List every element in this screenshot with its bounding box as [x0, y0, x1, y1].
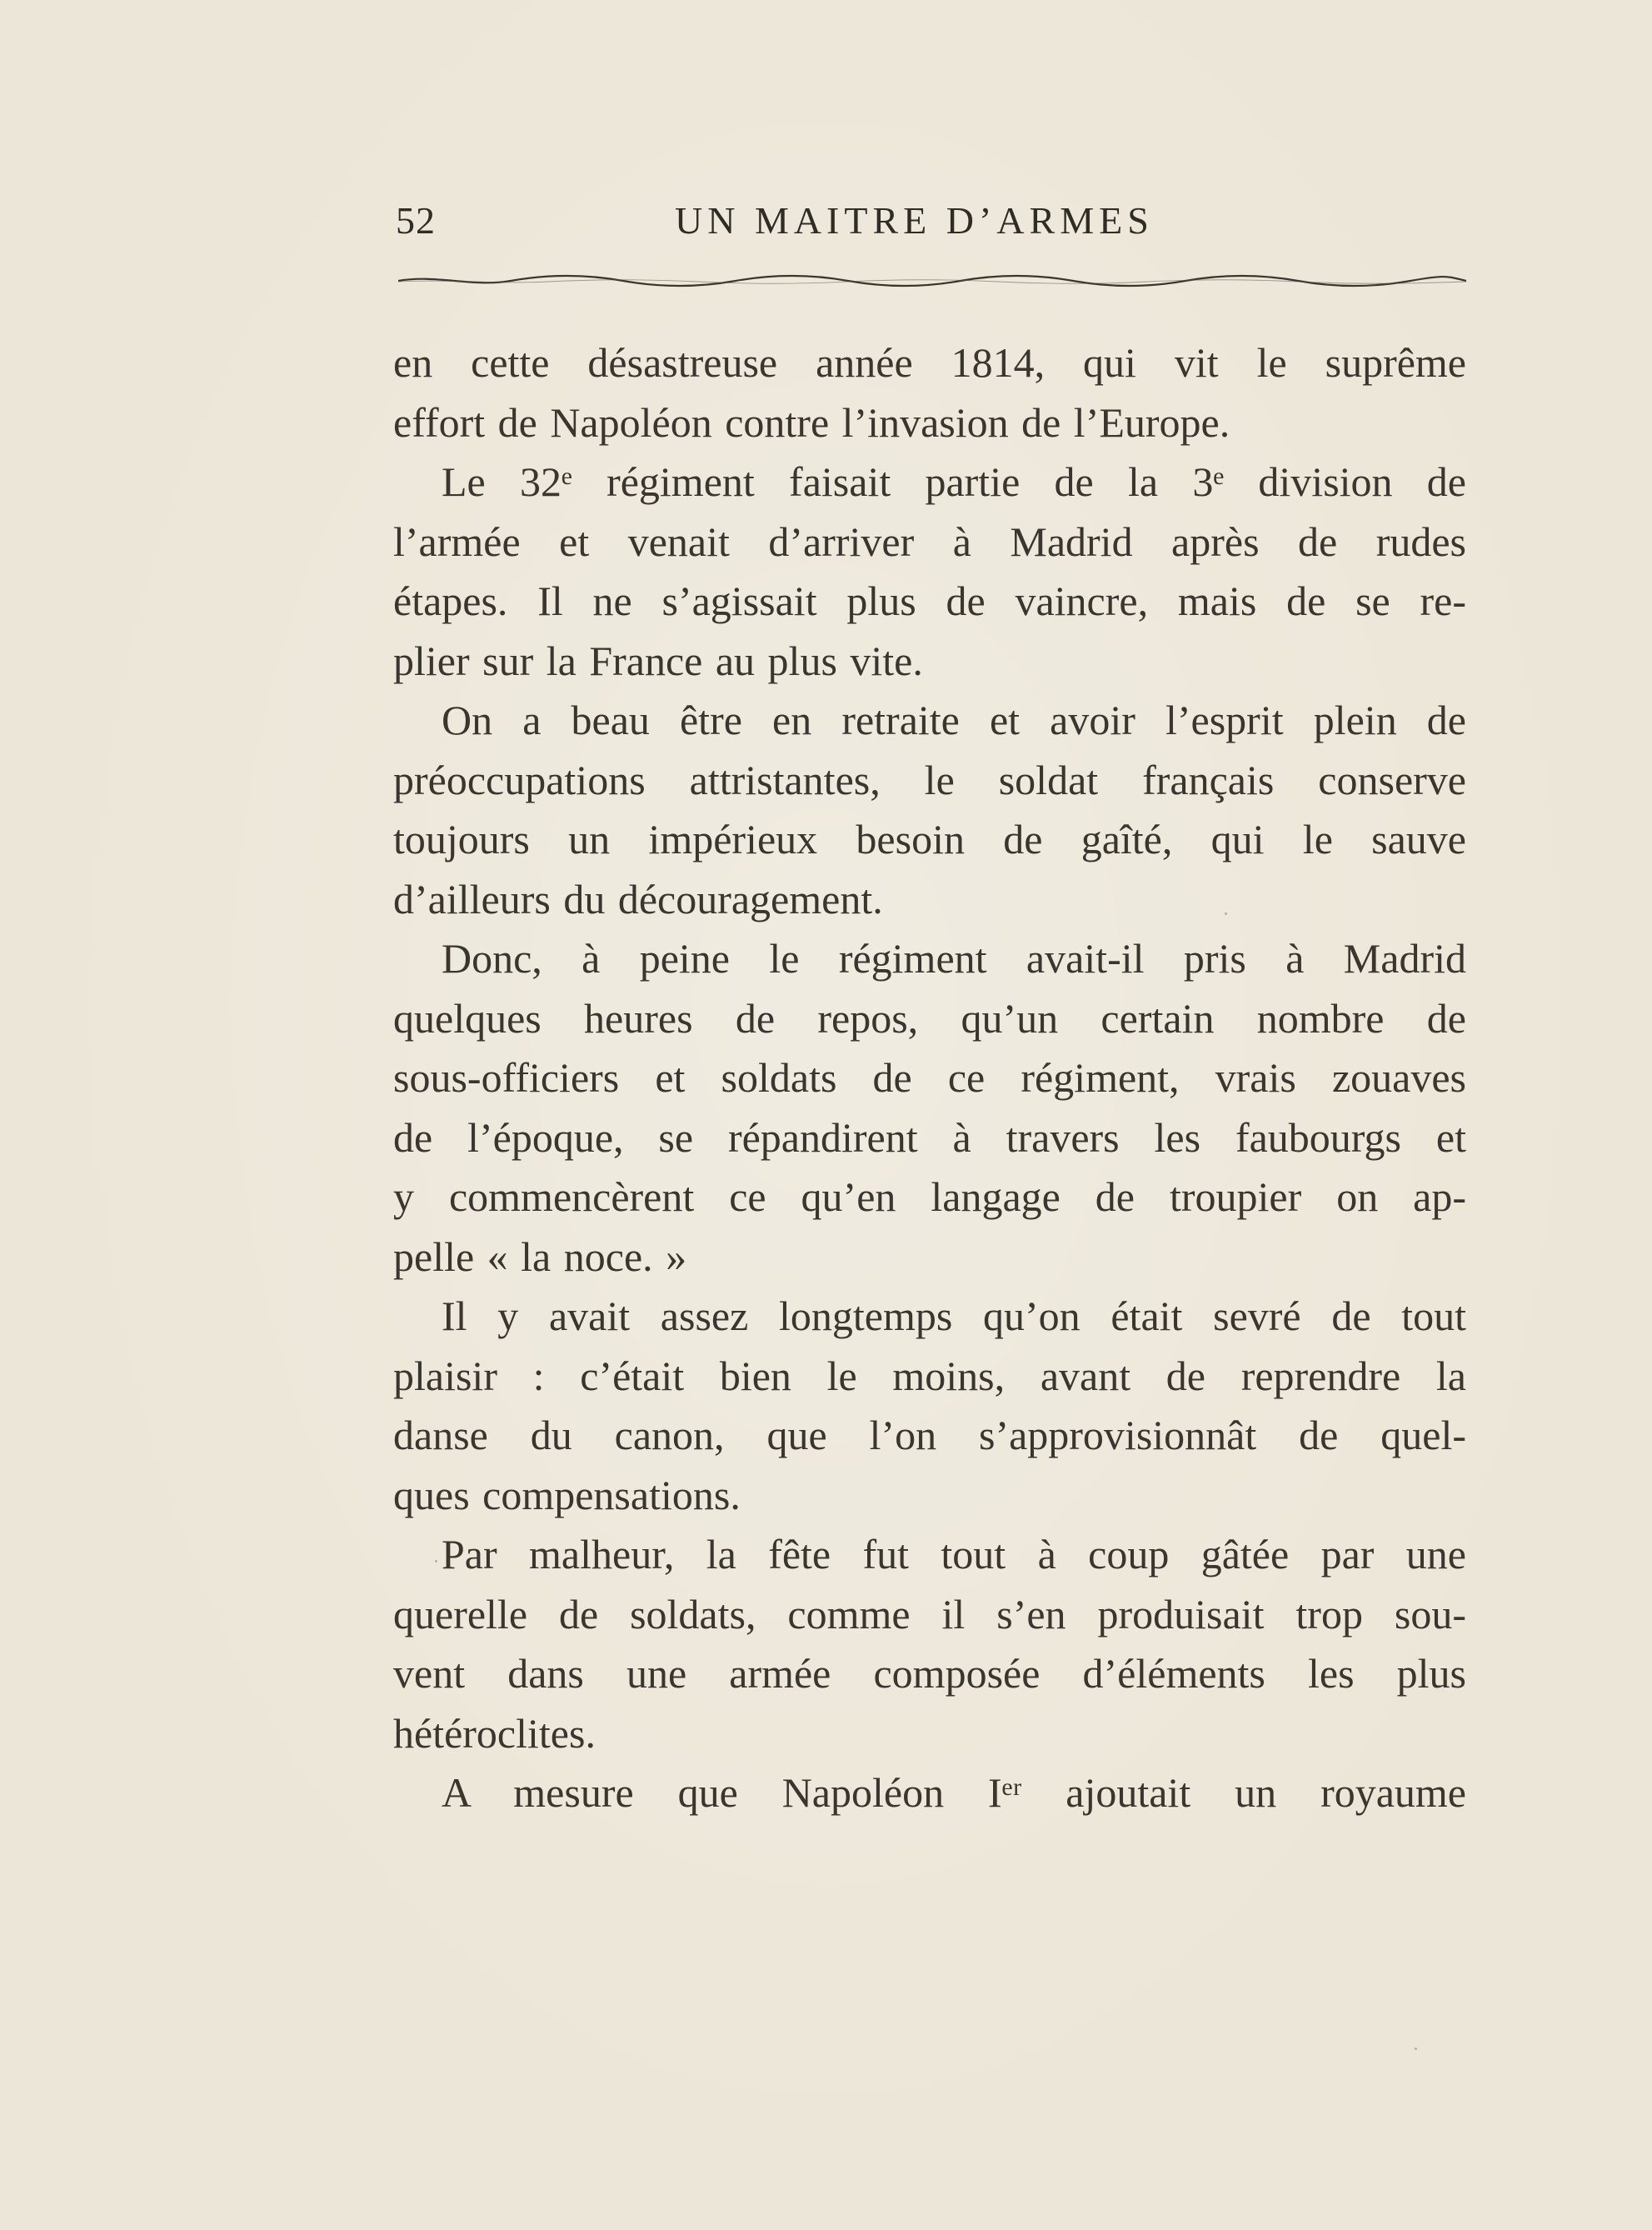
text-line: sous-officiers et soldats de ce régiment, vrais zouaves — [393, 1054, 1466, 1101]
text-line: y commencèrent ce qu’en langage de troupier on ap- — [393, 1173, 1466, 1220]
text-line: d’ailleurs du découragement. — [393, 875, 883, 922]
running-head — [396, 192, 1466, 250]
text-line: ques compensations. — [393, 1471, 741, 1518]
text-line: On a beau être en retraite et avoir l’esprit plein de — [442, 697, 1466, 743]
page-number: 52 — [396, 199, 436, 242]
text-line: quelques heures de repos, qu’un certain nombre de — [393, 994, 1466, 1042]
paragraph-5 — [393, 1287, 1466, 1525]
text-line: Donc, à peine le régiment avait-il pris à Madrid — [442, 935, 1466, 982]
text-line: pelle « la noce. » — [393, 1232, 687, 1280]
running-title: UN MAITRE D’ARMES — [675, 199, 1154, 242]
paragraph-7 — [393, 1763, 1466, 1823]
paragraph-4 — [393, 929, 1466, 1287]
text-line: l’armée et venait d’arriver à Madrid après de rudes — [393, 518, 1466, 565]
text-line: en cette désastreuse année 1814, qui vit le suprême — [393, 339, 1466, 386]
text-line: danse du canon, que l’on s’approvisionnât de quel- — [393, 1412, 1466, 1458]
paper-speck — [1225, 912, 1227, 915]
paragraph-3 — [393, 691, 1466, 929]
text-line: effort de Napoléon contre l’invasion de l’Europe. — [393, 398, 1230, 446]
decorative-wavy-rule — [398, 271, 1466, 291]
text-line: de l’époque, se répandirent à travers les faubourgs et — [393, 1113, 1466, 1161]
paper-speck — [435, 1560, 437, 1562]
text-line: étapes. Il ne s’agissait plus de vaincre, mais de se re- — [393, 578, 1466, 624]
text-line: préoccupations attristantes, le soldat français conserve — [393, 756, 1466, 803]
text-line: A mesure que Napoléon Iᵉʳ ajoutait un royaume — [442, 1769, 1466, 1816]
text-line: plier sur la France au plus vite. — [393, 637, 923, 684]
text-line: vent dans une armée composée d’éléments les plus — [393, 1650, 1466, 1697]
text-line: Par malheur, la fête fut tout à coup gâtée par une — [442, 1531, 1466, 1578]
paragraph-2 — [393, 452, 1466, 691]
paragraph-1 — [393, 333, 1466, 452]
text-line: Le 32ᵉ régiment faisait partie de la 3ᵉ division de — [442, 458, 1466, 505]
text-line: querelle de soldats, comme il s’en produisait trop sou- — [393, 1590, 1466, 1638]
text-line: Il y avait assez longtemps qu’on était sevré de tout — [442, 1292, 1466, 1339]
text-line: hétéroclites. — [393, 1709, 596, 1757]
paper-speck — [1415, 2048, 1417, 2050]
paragraph-6 — [393, 1525, 1466, 1763]
text-line: plaisir : c’était bien le moins, avant de reprendre la — [393, 1352, 1466, 1399]
book-text — [393, 333, 1466, 1823]
text-line: toujours un impérieux besoin de gaîté, qui le sauve — [393, 816, 1466, 862]
